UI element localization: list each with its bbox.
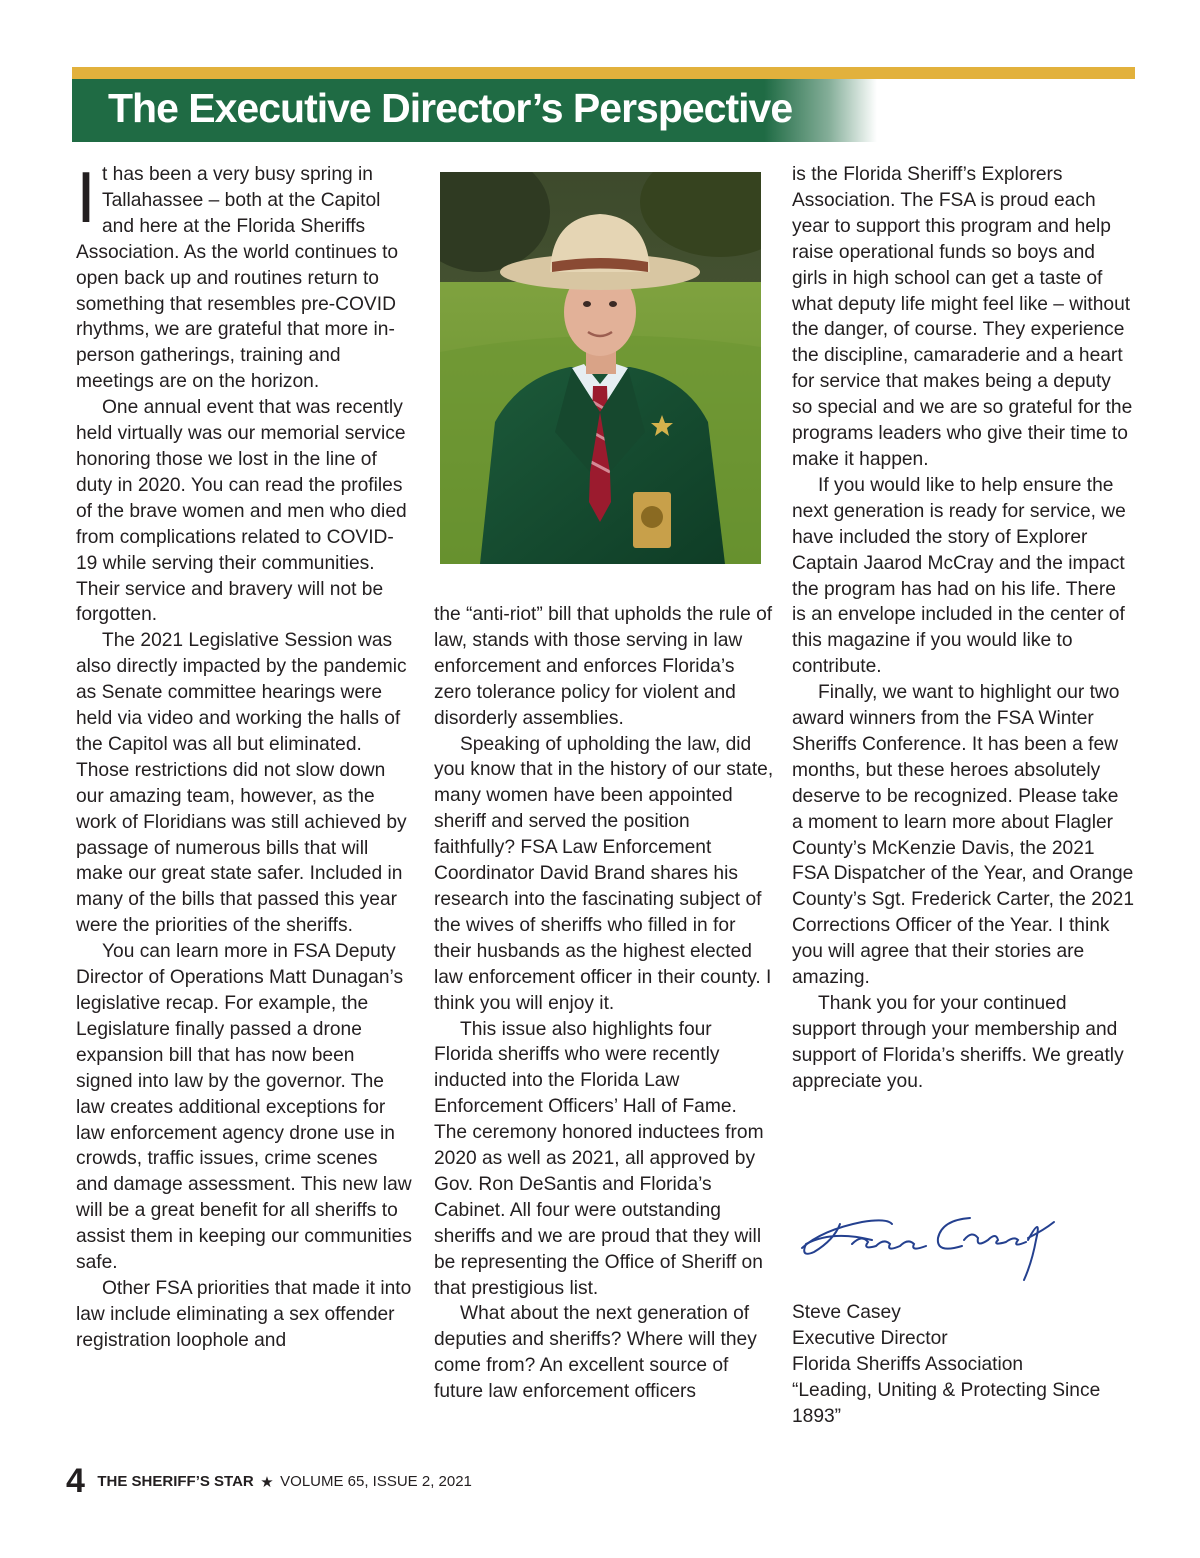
- article-paragraph: Speaking of upholding the law, did you know that in the history of our state, many women have been appointed sheriff and served the position faithfully? FSA Law Enforcement Coordinator David Brand shares his research into the fascinating subject of the wives of sheriffs who filled in for their husbands as the highest elected law enforcement officer in their county. I think you will enjoy it.: [434, 733, 774, 1014]
- star-icon: ★: [260, 1473, 274, 1491]
- article-paragraph: t has been a very busy spring in Tallahassee – both at the Capitol and here at the Florida Sheriffs Association. As the world continues to open back up and routines return to something that resembles pre-COVID rhythms, we are grateful that more in-person gatherings, training and meetings are on the horizon.: [76, 164, 399, 393]
- handwritten-signature: [792, 1200, 1062, 1285]
- author-signoff: [792, 1300, 1142, 1430]
- page-title: The Executive Director’s Perspective: [108, 85, 793, 131]
- article-paragraph: The 2021 Legislative Session was also directly impacted by the pandemic as Senate committee hearings were held via video and working the halls of the Capitol was all but eliminated. Those restrictions did not slow down our amazing team, however, as the work of Floridians was still achieved by passage of numerous bills that will make our great state safer. Included in many of the bills that passed this year were the priorities of the sheriffs.: [76, 630, 407, 937]
- organization-motto: “Leading, Uniting & Protecting Since 1893”: [792, 1379, 1101, 1427]
- header-gold-rule: [72, 67, 1135, 79]
- article-paragraph: One annual event that was recently held virtually was our memorial service honoring those we lost in the line of duty in 2020. You can read the profiles of the brave women and men who died from complications related to COVID-19 while serving their communities. Their service and bravery will not be forgotten.: [76, 397, 407, 626]
- author-name: Steve Casey: [792, 1302, 901, 1323]
- author-title: Executive Director: [792, 1327, 948, 1349]
- issue-info: VOLUME 65, ISSUE 2, 2021: [280, 1473, 472, 1490]
- article-paragraph: is the Florida Sheriff’s Explorers Association. The FSA is proud each year to support this program and help raise operational funds so boys and girls in high school can get a taste of what deputy life might feel like – without the danger, of course. They experience the discipline, camaraderie and a heart for service that makes being a deputy so special and we are so grateful for the programs leaders who give their time to make it happen.: [792, 164, 1133, 470]
- director-portrait-photo: [440, 172, 761, 564]
- author-organization: Florida Sheriffs Association: [792, 1353, 1024, 1375]
- page-number: 4: [66, 1462, 85, 1500]
- article-paragraph: the “anti-riot” bill that upholds the rule of law, stands with those serving in law enforcement and enforces Florida’s zero tolerance policy for violent and disorderly assemblies.: [434, 604, 773, 729]
- magazine-name: THE SHERIFF’S STAR: [97, 1473, 254, 1490]
- article-paragraph: You can learn more in FSA Deputy Director of Operations Matt Dunagan’s legislative recap. For example, the Legislature finally passed a drone expansion bill that has now been signed into law by the governor. The law creates additional exceptions for law enforcement agency drone use in crowds, traffic issues, crime scenes and damage assessment. This new law will be a great benefit for all sheriffs to assist them in keeping our communities safe.: [76, 941, 412, 1274]
- page-footer: [66, 1462, 472, 1501]
- article-paragraph: What about the next generation of deputies and sheriffs? Where will they come from? An excellent source of future law enforcement officers: [434, 1303, 757, 1403]
- article-paragraph: Finally, we want to highlight our two award winners from the FSA Winter Sheriffs Conference. It has been a few months, but these heroes absolutely deserve to be recognized. Please take a moment to learn more about Flagler County’s McKenzie Davis, the 2021 FSA Dispatcher of the Year, and Orange County’s Sgt. Frederick Carter, the 2021 Corrections Officer of the Year. I think you will agree that their stories are amazing.: [792, 682, 1134, 989]
- drop-cap: I: [76, 158, 97, 238]
- article-paragraph: Other FSA priorities that made it into law include eliminating a sex offender registration loophole and: [76, 1277, 412, 1351]
- article-column-2: [434, 602, 774, 1405]
- article-column-3: [792, 162, 1134, 1095]
- title-banner: [72, 79, 877, 142]
- article-paragraph: This issue also highlights four Florida sheriffs who were recently inducted into the Florida Law Enforcement Officers’ Hall of Fame. The ceremony honored inductees from 2020 as well as 2021, all approved by Gov. Ron DeSantis and Florida’s Cabinet. All four were outstanding sheriffs and we are proud that they will be representing the Office of Sheriff on that prestigious list.: [434, 1018, 764, 1299]
- article-paragraph: Thank you for your continued support through your membership and support of Florida’s sheriffs. We greatly appreciate you.: [792, 993, 1124, 1092]
- article-paragraph: If you would like to help ensure the next generation is ready for service, we have included the story of Explorer Captain Jaarod McCray and the impact the program has had on his life. There is an envelope included in the center of this magazine if you would like to contribute.: [792, 474, 1126, 678]
- article-column-1: [76, 158, 412, 1354]
